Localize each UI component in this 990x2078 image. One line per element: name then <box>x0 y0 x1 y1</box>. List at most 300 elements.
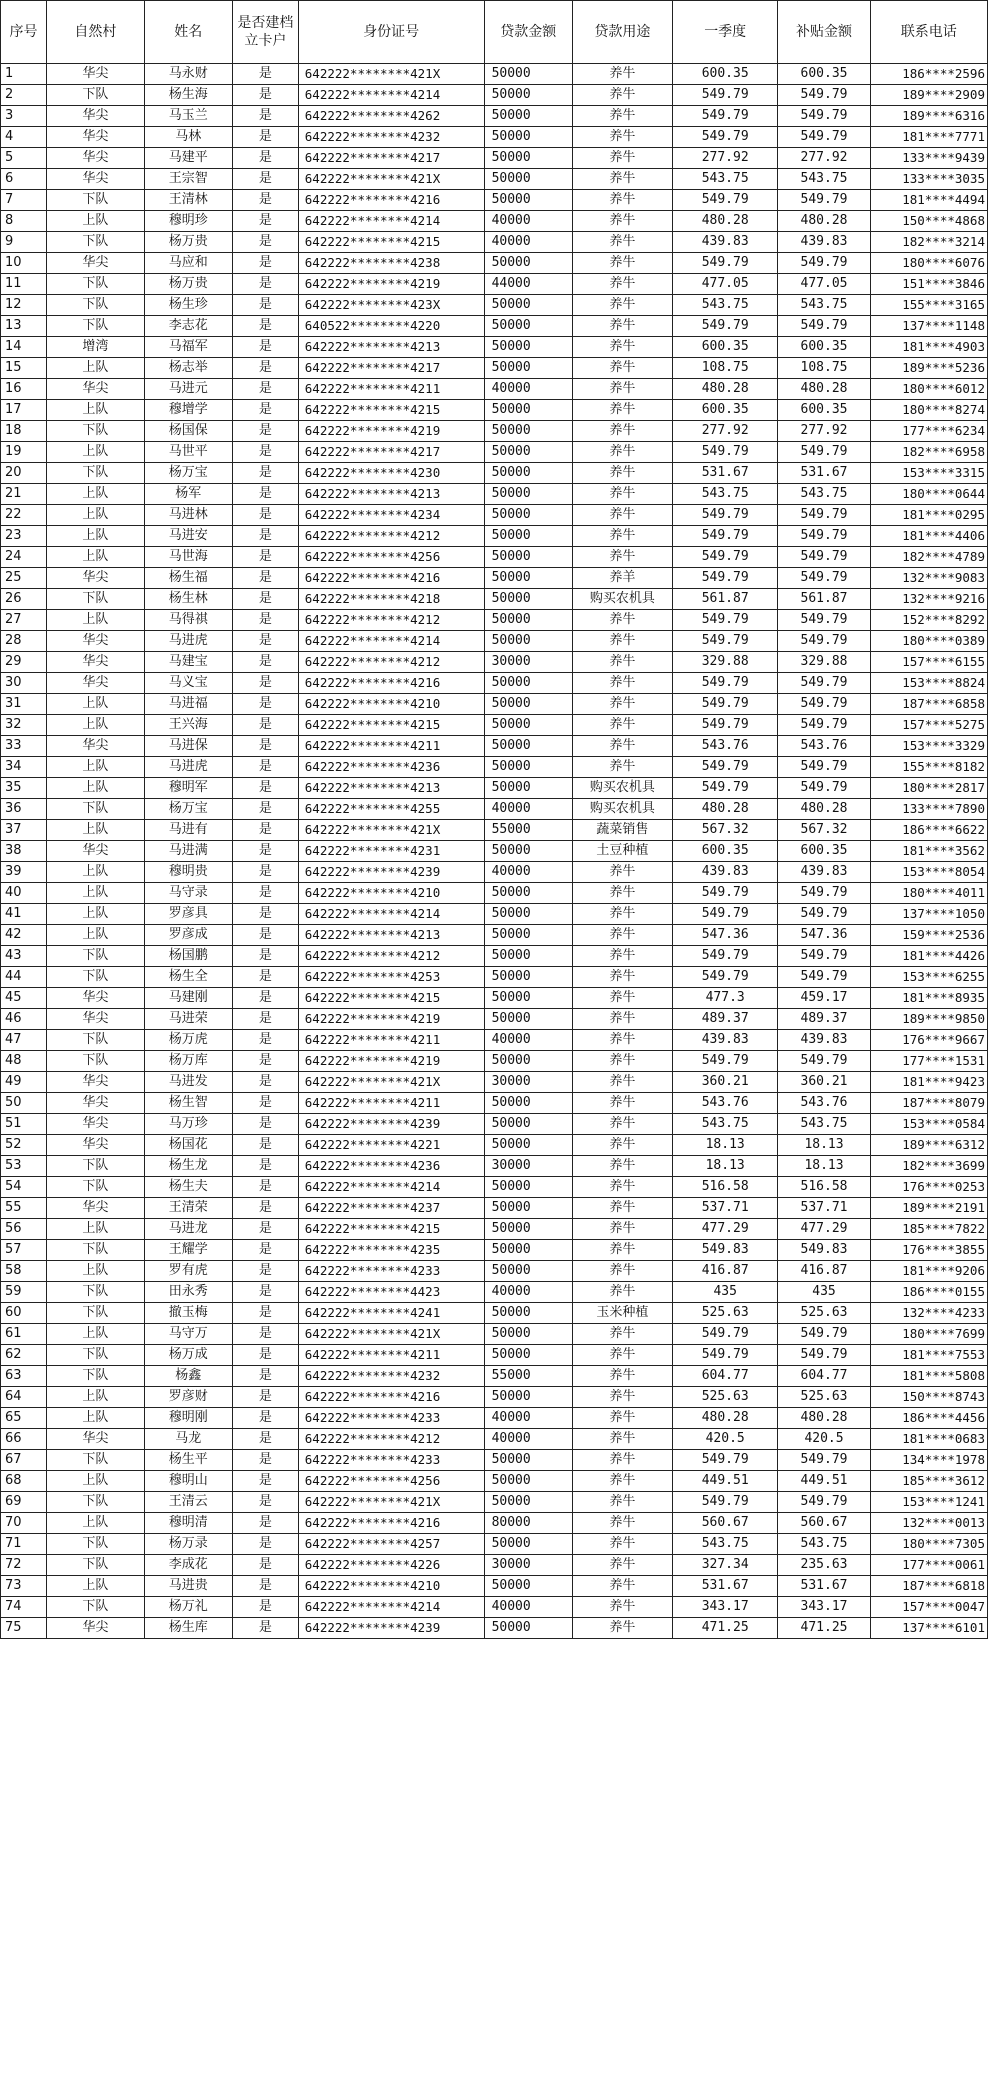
cell-loan-use: 养牛 <box>572 946 672 967</box>
cell-loan-amount: 50000 <box>484 337 572 358</box>
cell-seq: 7 <box>1 190 47 211</box>
cell-phone: 157****5275 <box>870 715 987 736</box>
table-row <box>1 589 988 610</box>
cell-phone: 186****2596 <box>870 64 987 85</box>
cell-id-number: 642222********4230 <box>298 463 484 484</box>
cell-id-number: 642222********4253 <box>298 967 484 988</box>
cell-q1: 549.79 <box>672 610 777 631</box>
table-row <box>1 526 988 547</box>
cell-seq: 63 <box>1 1366 47 1387</box>
cell-loan-use: 养羊 <box>572 568 672 589</box>
cell-subsidy: 549.79 <box>778 526 870 547</box>
cell-seq: 55 <box>1 1198 47 1219</box>
cell-name: 穆明军 <box>144 778 232 799</box>
cell-id-number: 642222********421X <box>298 1324 484 1345</box>
cell-loan-amount: 50000 <box>484 169 572 190</box>
cell-registered: 是 <box>232 253 298 274</box>
cell-q1: 549.79 <box>672 85 777 106</box>
cell-phone: 176****0253 <box>870 1177 987 1198</box>
cell-id-number: 642222********4214 <box>298 85 484 106</box>
cell-loan-amount: 50000 <box>484 1471 572 1492</box>
cell-name: 穆明清 <box>144 1513 232 1534</box>
cell-id-number: 642222********4212 <box>298 526 484 547</box>
cell-q1: 549.79 <box>672 757 777 778</box>
cell-id-number: 642222********4211 <box>298 379 484 400</box>
cell-name: 马进龙 <box>144 1219 232 1240</box>
cell-name: 杨万贵 <box>144 274 232 295</box>
cell-q1: 108.75 <box>672 358 777 379</box>
cell-phone: 181****4494 <box>870 190 987 211</box>
table-row <box>1 400 988 421</box>
cell-village: 华尖 <box>47 1093 145 1114</box>
cell-village: 下队 <box>47 967 145 988</box>
cell-subsidy: 439.83 <box>778 232 870 253</box>
cell-loan-use: 养牛 <box>572 652 672 673</box>
cell-name: 穆明珍 <box>144 211 232 232</box>
cell-village: 上队 <box>47 547 145 568</box>
cell-subsidy: 543.75 <box>778 1114 870 1135</box>
cell-id-number: 642222********4256 <box>298 547 484 568</box>
cell-q1: 549.79 <box>672 568 777 589</box>
cell-seq: 24 <box>1 547 47 568</box>
cell-village: 华尖 <box>47 841 145 862</box>
cell-phone: 181****8935 <box>870 988 987 1009</box>
cell-loan-use: 养牛 <box>572 694 672 715</box>
cell-subsidy: 489.37 <box>778 1009 870 1030</box>
cell-loan-use: 养牛 <box>572 1093 672 1114</box>
cell-name: 马世海 <box>144 547 232 568</box>
cell-village: 华尖 <box>47 253 145 274</box>
cell-phone: 132****9083 <box>870 568 987 589</box>
cell-registered: 是 <box>232 1534 298 1555</box>
cell-loan-amount: 50000 <box>484 736 572 757</box>
cell-q1: 531.67 <box>672 1576 777 1597</box>
cell-subsidy: 18.13 <box>778 1135 870 1156</box>
table-row <box>1 1072 988 1093</box>
cell-village: 上队 <box>47 1408 145 1429</box>
cell-name: 杨国保 <box>144 421 232 442</box>
cell-loan-amount: 40000 <box>484 232 572 253</box>
cell-loan-use: 养牛 <box>572 883 672 904</box>
cell-id-number: 642222********4219 <box>298 274 484 295</box>
cell-subsidy: 549.79 <box>778 694 870 715</box>
cell-loan-amount: 50000 <box>484 1534 572 1555</box>
cell-seq: 22 <box>1 505 47 526</box>
cell-name: 王清荣 <box>144 1198 232 1219</box>
cell-loan-amount: 50000 <box>484 316 572 337</box>
cell-name: 王清林 <box>144 190 232 211</box>
cell-id-number: 642222********4212 <box>298 1429 484 1450</box>
cell-q1: 549.79 <box>672 1450 777 1471</box>
cell-village: 上队 <box>47 610 145 631</box>
cell-q1: 543.75 <box>672 295 777 316</box>
cell-subsidy: 543.76 <box>778 1093 870 1114</box>
cell-phone: 181****4406 <box>870 526 987 547</box>
cell-id-number: 640522********4220 <box>298 316 484 337</box>
cell-loan-use: 养牛 <box>572 358 672 379</box>
table-row <box>1 106 988 127</box>
cell-loan-amount: 50000 <box>484 988 572 1009</box>
cell-village: 华尖 <box>47 1135 145 1156</box>
cell-id-number: 642222********4236 <box>298 1156 484 1177</box>
cell-seq: 44 <box>1 967 47 988</box>
cell-subsidy: 549.83 <box>778 1240 870 1261</box>
cell-loan-amount: 50000 <box>484 904 572 925</box>
cell-seq: 66 <box>1 1429 47 1450</box>
cell-loan-amount: 50000 <box>484 463 572 484</box>
cell-loan-amount: 50000 <box>484 526 572 547</box>
cell-loan-use: 养牛 <box>572 295 672 316</box>
header-village: 自然村 <box>47 1 145 64</box>
cell-village: 下队 <box>47 1051 145 1072</box>
cell-q1: 549.79 <box>672 883 777 904</box>
table-row <box>1 1240 988 1261</box>
table-row <box>1 442 988 463</box>
cell-loan-amount: 50000 <box>484 967 572 988</box>
cell-loan-use: 养牛 <box>572 1156 672 1177</box>
cell-name: 杨万库 <box>144 1051 232 1072</box>
cell-loan-use: 土豆种植 <box>572 841 672 862</box>
cell-registered: 是 <box>232 316 298 337</box>
cell-seq: 42 <box>1 925 47 946</box>
cell-registered: 是 <box>232 1009 298 1030</box>
table-row <box>1 337 988 358</box>
cell-loan-use: 养牛 <box>572 1366 672 1387</box>
cell-id-number: 642222********4218 <box>298 589 484 610</box>
cell-phone: 189****6316 <box>870 106 987 127</box>
cell-loan-amount: 50000 <box>484 442 572 463</box>
cell-phone: 153****0584 <box>870 1114 987 1135</box>
table-row <box>1 841 988 862</box>
cell-registered: 是 <box>232 127 298 148</box>
cell-name: 穆增学 <box>144 400 232 421</box>
cell-loan-use: 养牛 <box>572 1324 672 1345</box>
table-row <box>1 1492 988 1513</box>
cell-subsidy: 360.21 <box>778 1072 870 1093</box>
cell-registered: 是 <box>232 820 298 841</box>
cell-registered: 是 <box>232 526 298 547</box>
cell-registered: 是 <box>232 610 298 631</box>
cell-registered: 是 <box>232 673 298 694</box>
cell-village: 下队 <box>47 463 145 484</box>
cell-phone: 181****9423 <box>870 1072 987 1093</box>
cell-loan-amount: 50000 <box>484 358 572 379</box>
cell-q1: 549.79 <box>672 442 777 463</box>
cell-q1: 277.92 <box>672 148 777 169</box>
table-row <box>1 547 988 568</box>
header-use: 贷款用途 <box>572 1 672 64</box>
cell-seq: 52 <box>1 1135 47 1156</box>
cell-seq: 38 <box>1 841 47 862</box>
cell-q1: 549.79 <box>672 715 777 736</box>
cell-loan-amount: 50000 <box>484 1135 572 1156</box>
cell-q1: 547.36 <box>672 925 777 946</box>
cell-subsidy: 439.83 <box>778 862 870 883</box>
cell-name: 马应和 <box>144 253 232 274</box>
cell-id-number: 642222********4216 <box>298 568 484 589</box>
cell-loan-use: 养牛 <box>572 1051 672 1072</box>
cell-subsidy: 480.28 <box>778 379 870 400</box>
table-row <box>1 358 988 379</box>
cell-loan-amount: 30000 <box>484 1156 572 1177</box>
header-phone: 联系电话 <box>870 1 987 64</box>
cell-registered: 是 <box>232 1093 298 1114</box>
cell-id-number: 642222********4219 <box>298 421 484 442</box>
cell-subsidy: 343.17 <box>778 1597 870 1618</box>
cell-phone: 177****0061 <box>870 1555 987 1576</box>
cell-registered: 是 <box>232 106 298 127</box>
cell-name: 罗彦具 <box>144 904 232 925</box>
cell-q1: 537.71 <box>672 1198 777 1219</box>
cell-loan-use: 养牛 <box>572 547 672 568</box>
cell-loan-use: 养牛 <box>572 1618 672 1639</box>
cell-subsidy: 537.71 <box>778 1198 870 1219</box>
cell-loan-use: 养牛 <box>572 925 672 946</box>
cell-id-number: 642222********4210 <box>298 883 484 904</box>
cell-registered: 是 <box>232 778 298 799</box>
cell-seq: 73 <box>1 1576 47 1597</box>
cell-seq: 57 <box>1 1240 47 1261</box>
cell-loan-use: 养牛 <box>572 253 672 274</box>
cell-phone: 153****8054 <box>870 862 987 883</box>
cell-phone: 157****0047 <box>870 1597 987 1618</box>
cell-subsidy: 600.35 <box>778 64 870 85</box>
table-row <box>1 64 988 85</box>
cell-loan-use: 养牛 <box>572 190 672 211</box>
table-row <box>1 1387 988 1408</box>
cell-village: 华尖 <box>47 169 145 190</box>
cell-registered: 是 <box>232 1303 298 1324</box>
cell-loan-use: 养牛 <box>572 1408 672 1429</box>
cell-seq: 70 <box>1 1513 47 1534</box>
cell-loan-amount: 50000 <box>484 1387 572 1408</box>
cell-phone: 189****6312 <box>870 1135 987 1156</box>
cell-registered: 是 <box>232 967 298 988</box>
cell-seq: 64 <box>1 1387 47 1408</box>
cell-phone: 180****8274 <box>870 400 987 421</box>
cell-village: 华尖 <box>47 1618 145 1639</box>
cell-loan-use: 养牛 <box>572 211 672 232</box>
cell-q1: 549.79 <box>672 253 777 274</box>
cell-subsidy: 108.75 <box>778 358 870 379</box>
cell-phone: 159****2536 <box>870 925 987 946</box>
cell-loan-use: 养牛 <box>572 484 672 505</box>
cell-seq: 6 <box>1 169 47 190</box>
cell-loan-amount: 50000 <box>484 1618 572 1639</box>
cell-phone: 180****7305 <box>870 1534 987 1555</box>
cell-seq: 46 <box>1 1009 47 1030</box>
cell-village: 上队 <box>47 862 145 883</box>
cell-phone: 187****6858 <box>870 694 987 715</box>
table-row <box>1 904 988 925</box>
cell-loan-amount: 55000 <box>484 820 572 841</box>
cell-loan-use: 养牛 <box>572 316 672 337</box>
cell-name: 杨万宝 <box>144 463 232 484</box>
cell-id-number: 642222********4231 <box>298 841 484 862</box>
cell-phone: 189****2191 <box>870 1198 987 1219</box>
cell-q1: 477.29 <box>672 1219 777 1240</box>
cell-id-number: 642222********4239 <box>298 1114 484 1135</box>
cell-seq: 60 <box>1 1303 47 1324</box>
cell-loan-amount: 50000 <box>484 568 572 589</box>
cell-seq: 32 <box>1 715 47 736</box>
cell-village: 上队 <box>47 820 145 841</box>
table-row <box>1 631 988 652</box>
cell-registered: 是 <box>232 64 298 85</box>
cell-loan-use: 养牛 <box>572 1534 672 1555</box>
cell-name: 杨生林 <box>144 589 232 610</box>
cell-q1: 549.79 <box>672 547 777 568</box>
cell-loan-amount: 50000 <box>484 400 572 421</box>
cell-id-number: 642222********4234 <box>298 505 484 526</box>
cell-village: 下队 <box>47 295 145 316</box>
cell-phone: 137****6101 <box>870 1618 987 1639</box>
cell-subsidy: 549.79 <box>778 715 870 736</box>
cell-loan-use: 养牛 <box>572 337 672 358</box>
cell-registered: 是 <box>232 1030 298 1051</box>
cell-village: 上队 <box>47 1324 145 1345</box>
cell-name: 马进贵 <box>144 1576 232 1597</box>
cell-q1: 549.79 <box>672 106 777 127</box>
cell-q1: 480.28 <box>672 1408 777 1429</box>
cell-q1: 549.79 <box>672 1345 777 1366</box>
cell-phone: 182****6958 <box>870 442 987 463</box>
cell-id-number: 642222********4232 <box>298 127 484 148</box>
cell-seq: 75 <box>1 1618 47 1639</box>
cell-loan-amount: 50000 <box>484 127 572 148</box>
cell-id-number: 642222********4214 <box>298 904 484 925</box>
cell-id-number: 642222********4233 <box>298 1450 484 1471</box>
table-row <box>1 1303 988 1324</box>
cell-name: 穆明刚 <box>144 1408 232 1429</box>
cell-subsidy: 549.79 <box>778 778 870 799</box>
cell-id-number: 642222********4232 <box>298 1366 484 1387</box>
cell-name: 李志花 <box>144 316 232 337</box>
table-row <box>1 1408 988 1429</box>
cell-loan-use: 养牛 <box>572 1072 672 1093</box>
cell-q1: 549.79 <box>672 1051 777 1072</box>
cell-loan-use: 养牛 <box>572 1387 672 1408</box>
cell-loan-use: 养牛 <box>572 505 672 526</box>
cell-seq: 41 <box>1 904 47 925</box>
cell-registered: 是 <box>232 1513 298 1534</box>
cell-subsidy: 549.79 <box>778 1450 870 1471</box>
cell-subsidy: 549.79 <box>778 442 870 463</box>
cell-name: 马建宝 <box>144 652 232 673</box>
cell-phone: 133****3035 <box>870 169 987 190</box>
cell-name: 马建平 <box>144 148 232 169</box>
cell-subsidy: 561.87 <box>778 589 870 610</box>
cell-village: 下队 <box>47 1366 145 1387</box>
cell-phone: 181****5808 <box>870 1366 987 1387</box>
cell-name: 穆明贵 <box>144 862 232 883</box>
cell-loan-amount: 40000 <box>484 1597 572 1618</box>
cell-village: 华尖 <box>47 64 145 85</box>
cell-loan-amount: 50000 <box>484 1261 572 1282</box>
cell-loan-amount: 50000 <box>484 1114 572 1135</box>
cell-subsidy: 549.79 <box>778 127 870 148</box>
cell-loan-amount: 40000 <box>484 862 572 883</box>
cell-seq: 5 <box>1 148 47 169</box>
cell-loan-amount: 44000 <box>484 274 572 295</box>
cell-seq: 51 <box>1 1114 47 1135</box>
cell-registered: 是 <box>232 1450 298 1471</box>
cell-loan-use: 养牛 <box>572 148 672 169</box>
cell-id-number: 642222********4239 <box>298 1618 484 1639</box>
cell-name: 马建刚 <box>144 988 232 1009</box>
cell-seq: 29 <box>1 652 47 673</box>
cell-village: 下队 <box>47 1597 145 1618</box>
cell-loan-use: 购买农机具 <box>572 589 672 610</box>
cell-registered: 是 <box>232 1282 298 1303</box>
cell-seq: 61 <box>1 1324 47 1345</box>
table-row <box>1 463 988 484</box>
cell-loan-use: 养牛 <box>572 1009 672 1030</box>
cell-name: 杨万贵 <box>144 232 232 253</box>
cell-q1: 549.79 <box>672 190 777 211</box>
table-row <box>1 1366 988 1387</box>
cell-phone: 132****0013 <box>870 1513 987 1534</box>
cell-village: 下队 <box>47 589 145 610</box>
cell-phone: 189****2909 <box>870 85 987 106</box>
cell-q1: 549.79 <box>672 526 777 547</box>
cell-name: 杨国花 <box>144 1135 232 1156</box>
header-subsidy: 补贴金额 <box>778 1 870 64</box>
cell-loan-amount: 50000 <box>484 106 572 127</box>
cell-subsidy: 329.88 <box>778 652 870 673</box>
cell-name: 穆明山 <box>144 1471 232 1492</box>
cell-village: 上队 <box>47 757 145 778</box>
cell-registered: 是 <box>232 1114 298 1135</box>
cell-subsidy: 449.51 <box>778 1471 870 1492</box>
cell-name: 马得祺 <box>144 610 232 631</box>
table-row <box>1 148 988 169</box>
cell-village: 上队 <box>47 1219 145 1240</box>
cell-loan-amount: 50000 <box>484 610 572 631</box>
cell-loan-amount: 40000 <box>484 1282 572 1303</box>
cell-loan-use: 养牛 <box>572 715 672 736</box>
cell-village: 下队 <box>47 1240 145 1261</box>
cell-id-number: 642222********421X <box>298 64 484 85</box>
cell-seq: 13 <box>1 316 47 337</box>
cell-id-number: 642222********4256 <box>298 1471 484 1492</box>
cell-loan-amount: 40000 <box>484 1408 572 1429</box>
table-row <box>1 232 988 253</box>
table-row <box>1 1051 988 1072</box>
cell-q1: 549.79 <box>672 505 777 526</box>
cell-subsidy: 549.79 <box>778 904 870 925</box>
cell-name: 杨生库 <box>144 1618 232 1639</box>
table-row <box>1 610 988 631</box>
cell-q1: 416.87 <box>672 1261 777 1282</box>
cell-phone: 180****7699 <box>870 1324 987 1345</box>
cell-loan-use: 养牛 <box>572 1345 672 1366</box>
cell-loan-amount: 40000 <box>484 1429 572 1450</box>
cell-loan-use: 养牛 <box>572 1114 672 1135</box>
cell-loan-use: 养牛 <box>572 673 672 694</box>
cell-loan-use: 养牛 <box>572 736 672 757</box>
cell-q1: 420.5 <box>672 1429 777 1450</box>
table-row <box>1 778 988 799</box>
cell-name: 马福军 <box>144 337 232 358</box>
cell-q1: 549.83 <box>672 1240 777 1261</box>
header-row <box>1 1 988 64</box>
cell-q1: 18.13 <box>672 1156 777 1177</box>
cell-village: 下队 <box>47 1534 145 1555</box>
cell-seq: 14 <box>1 337 47 358</box>
cell-loan-use: 养牛 <box>572 442 672 463</box>
cell-id-number: 642222********4214 <box>298 1597 484 1618</box>
